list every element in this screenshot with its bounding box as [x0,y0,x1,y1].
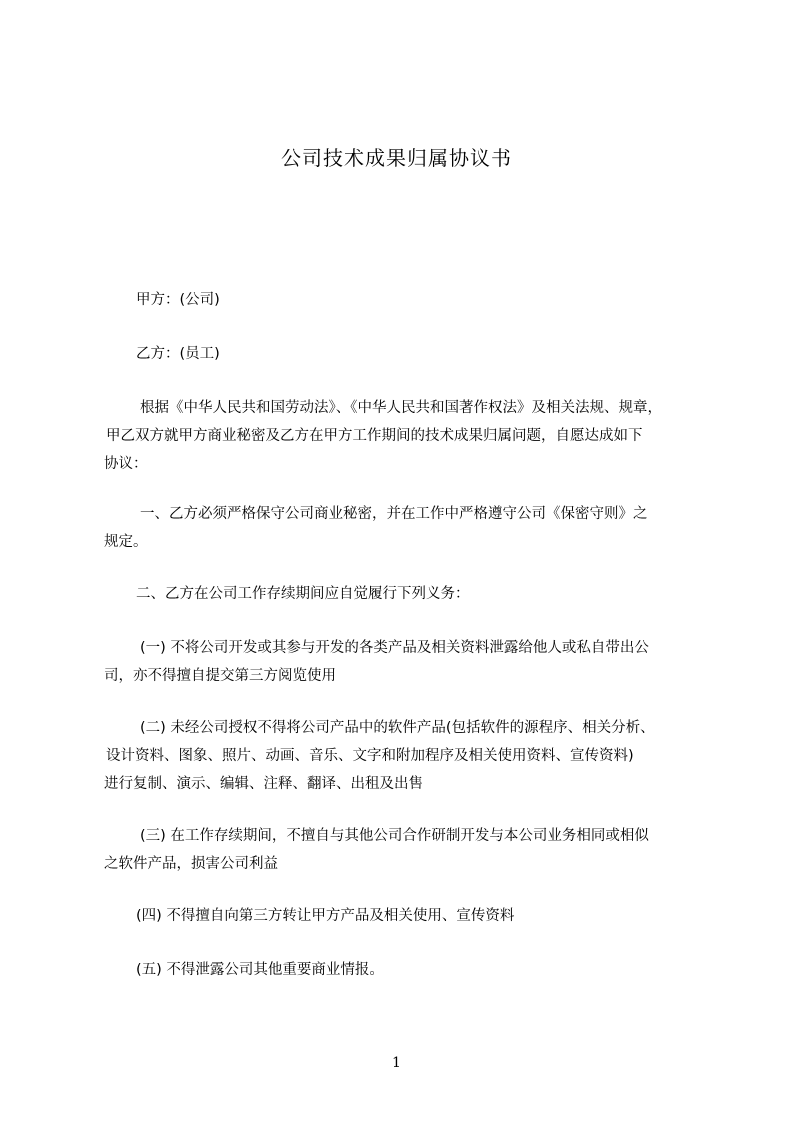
page-number: 1 [392,1055,401,1071]
party-a-line [136,286,736,314]
preamble-line: 根据《中华人民共和国劳动法》、《中华人民共和国著作权法》及相关法规、规章， [140,400,662,416]
preamble-paragraph [104,394,704,478]
item-1-paragraph [104,634,704,690]
item-1-line: 司，亦不得擅自提交第三方阅览使用 [104,668,336,684]
preamble-line: 协议： [104,456,148,472]
item-3-line: 之软件产品，损害公司利益 [104,856,278,872]
clause-2-line: 二、乙方在公司工作存续期间应自觉履行下列义务： [136,586,470,602]
item-2-line: 设计资料、图象、照片、动画、音乐、文字和附加程序及相关使用资料、宣传资料) [106,748,634,764]
party-b-text: 乙方：(员工) [136,346,220,362]
item-2-line: (二) 未经公司授权不得将公司产品中的软件产品(包括软件的源程序、相关分析、 [140,720,655,736]
clause-1-paragraph [104,500,704,556]
item-4-line: (四) 不得擅自向第三方转让甲方产品及相关使用、宣传资料 [136,908,515,924]
item-5-paragraph [136,956,736,984]
item-1-line: (一) 不将公司开发或其参与开发的各类产品及相关资料泄露给他人或私自带出公 [140,640,649,656]
item-2-line: 进行复制、演示、编辑、注释、翻译、出租及出售 [104,776,423,792]
item-3-paragraph [104,822,704,878]
party-a-text: 甲方：(公司) [136,292,220,308]
party-b-line [136,340,736,368]
document-title: 公司技术成果归属协议书 [281,146,512,170]
item-5-line: (五) 不得泄露公司其他重要商业情报。 [136,962,384,978]
clause-1-line: 规定。 [104,534,148,550]
item-4-paragraph [136,902,736,930]
item-2-paragraph [104,714,704,798]
clause-2-paragraph [136,580,736,608]
clause-1-line: 一、乙方必须严格保守公司商业秘密，并在工作中严格遵守公司《保密守则》之 [140,506,648,522]
preamble-line: 甲乙双方就甲方商业秘密及乙方在甲方工作期间的技术成果归属问题，自愿达成如下 [106,428,643,444]
item-3-line: (三) 在工作存续期间，不擅自与其他公司合作研制开发与本公司业务相同或相似 [140,828,649,844]
